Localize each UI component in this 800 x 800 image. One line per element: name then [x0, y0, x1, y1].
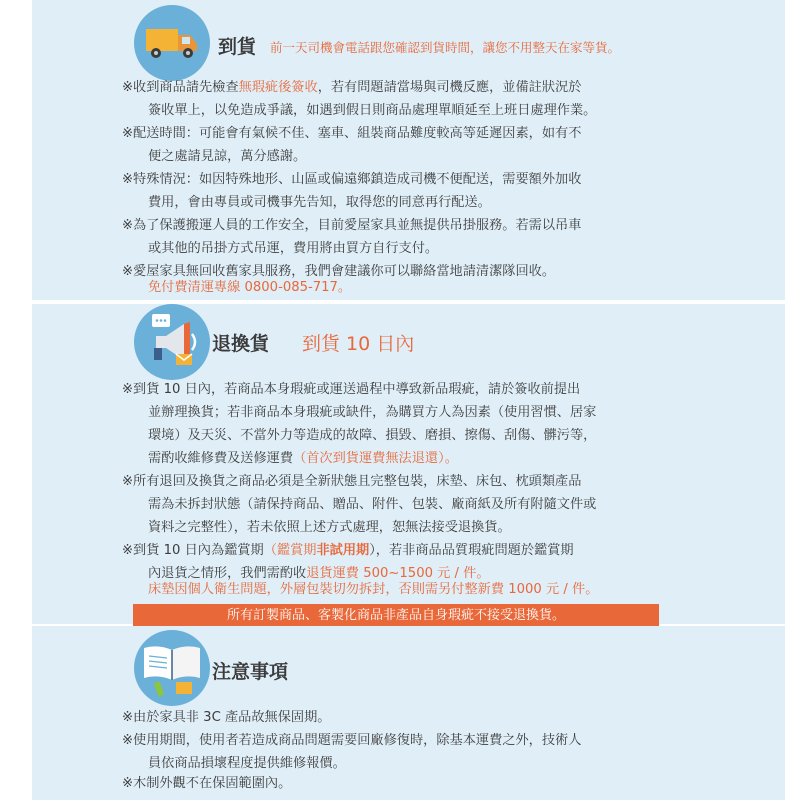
delivery-line-7: ※為了保護搬運人員的工作安全，目前愛屋家具並無提供吊掛服務。若需以吊車 [122, 218, 582, 233]
returns-title: 退換貨 [212, 333, 270, 355]
returns-line-3: 環境）及天災、不當外力等造成的故障、損毀、磨損、擦傷、刮傷、髒污等， [148, 428, 597, 443]
notice-line-3: 員依商品損壞程度提供維修報價。 [148, 756, 346, 771]
returns-line-4: 需酌收維修費及送修運費（首次到貨運費無法退還）。 [148, 451, 458, 466]
returns-line-2: 並辦理換貨；若非商品本身瑕疵或缺件，為購買方人為因素（使用習慣、居家 [148, 405, 597, 420]
returns-line-7: 資料之完整性），若未依照上述方式處理，恕無法接受退換貨。 [148, 520, 511, 535]
returns-line-10: 床墊因個人衛生問題，外層包裝切勿拆封，否則需另付整新費 1000 元 / 件。 [148, 582, 599, 597]
returns-line-6: 需為未拆封狀態（請保持商品、贈品、附件、包裝、廠商紙及所有附隨文件或 [148, 497, 597, 512]
delivery-line-8: 或其他的吊掛方式吊運，費用將由買方自行支付。 [148, 241, 439, 256]
delivery-note: 前一天司機會電話跟您確認到貨時間，讓您不用整天在家等貨。 [270, 40, 621, 55]
returns-line-9: 內退貨之情形，我們需酌收退貨運費 500~1500 元 / 件。 [148, 566, 490, 581]
notice-line-4: ※木制外觀不在保固範圍內。 [122, 776, 292, 791]
book-icon [134, 630, 210, 706]
delivery-line-1: ※收到商品請先檢查無瑕疵後簽收，若有問題請當場與司機反應，並備註狀況於 [122, 80, 582, 95]
delivery-line-2: 簽收單上，以免造成爭議，如遇到假日則商品處理單順延至上班日處理作業。 [148, 103, 597, 118]
delivery-line-3: ※配送時間：可能會有氣候不佳、塞車、組裝商品難度較高等延遲因素，如有不 [122, 126, 582, 141]
megaphone-icon [134, 304, 210, 380]
truck-icon [134, 5, 210, 81]
returns-line-5: ※所有退回及換貨之商品必須是全新狀態且完整包裝，床墊、床包、枕頭類產品 [122, 474, 582, 489]
notice-line-2: ※使用期間，使用者若造成商品問題需要回廠修復時，除基本運費之外，技術人 [122, 733, 582, 748]
notice-line-1: ※由於家具非 3C 產品故無保固期。 [122, 710, 331, 725]
custom-order-banner: 所有訂製商品、客製化商品非產品自身瑕疵不接受退換貨。 [133, 604, 659, 628]
delivery-line-9: ※愛屋家具無回收舊家具服務，我們會建議你可以聯絡當地請清潔隊回收。 [122, 264, 556, 279]
delivery-line-6: 費用，會由專員或司機事先告知，取得您的同意再行配送。 [148, 195, 491, 210]
notice-title: 注意事項 [212, 661, 289, 683]
delivery-hotline: 免付費清運專線 0800-085-717。 [148, 280, 352, 295]
returns-line-8: ※到貨 10 日內為鑑賞期（鑑賞期非試用期），若非商品品質瑕疵問題於鑑賞期 [122, 543, 574, 558]
delivery-line-4: 便之處請見諒，萬分感謝。 [148, 149, 307, 164]
returns-line-1: ※到貨 10 日內，若商品本身瑕疵或運送過程中導致新品瑕疵，請於簽收前提出 [122, 382, 581, 397]
delivery-line-5: ※特殊情況：如因特殊地形、山區或偏遠鄉鎮造成司機不便配送，需要額外加收 [122, 172, 582, 187]
delivery-title: 到貨 [218, 36, 257, 58]
returns-subtitle: 到貨 10 日內 [302, 333, 415, 355]
